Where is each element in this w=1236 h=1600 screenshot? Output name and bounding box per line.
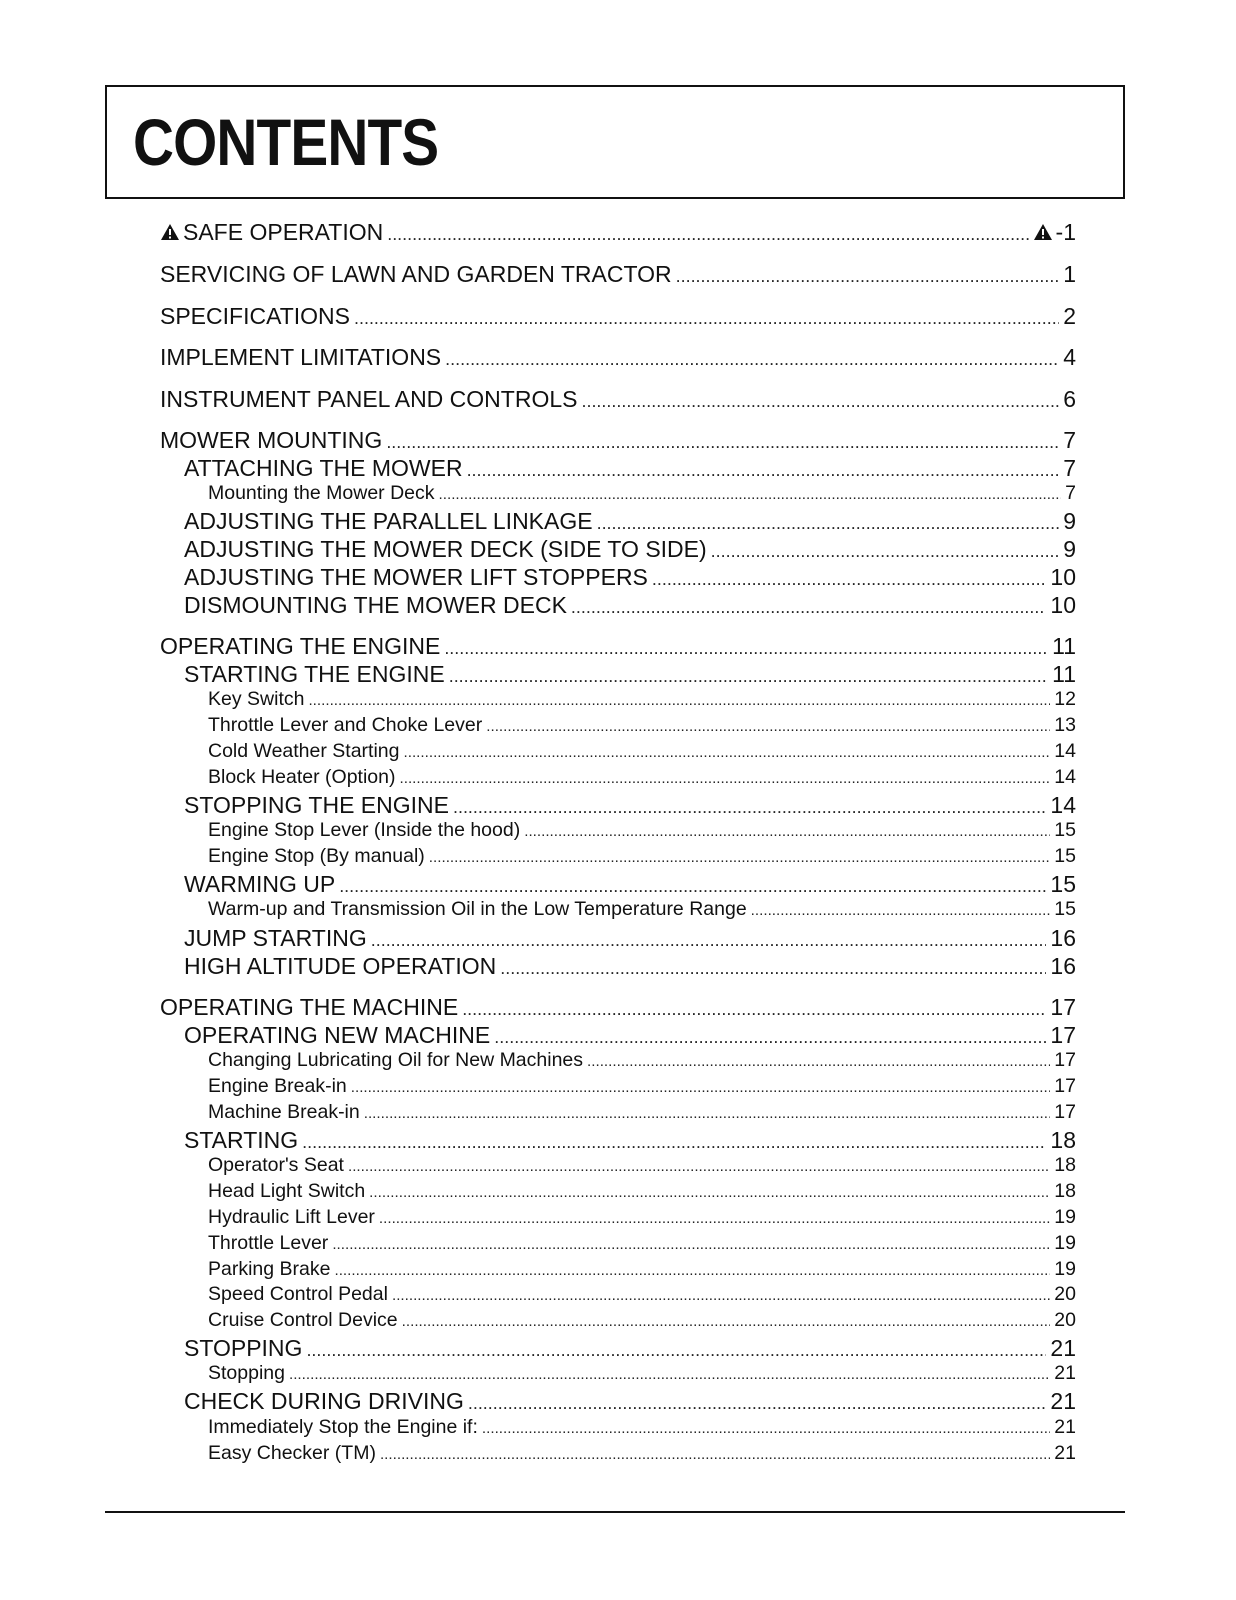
toc-entry[interactable] <box>160 1390 1076 1413</box>
toc-entry-text: Speed Control Pedal <box>208 1283 388 1305</box>
toc-page-number <box>1063 263 1076 286</box>
toc-page-text: 18 <box>1050 1127 1076 1153</box>
toc-entry-label <box>184 1129 298 1152</box>
dot-leader <box>308 690 1050 710</box>
toc-entry-label <box>184 927 367 950</box>
toc-page-text: 12 <box>1054 688 1076 710</box>
toc-entry-label <box>184 663 445 686</box>
toc-entry-label <box>208 1077 347 1097</box>
toc-entry[interactable] <box>160 742 1076 762</box>
dot-leader <box>587 1051 1050 1071</box>
toc-page-text: 11 <box>1052 633 1076 659</box>
toc-page-text: 4 <box>1063 344 1076 370</box>
dot-leader <box>306 1337 1046 1360</box>
toc-entry-label <box>208 1311 398 1331</box>
toc-entry[interactable] <box>160 1444 1076 1464</box>
toc-page-number <box>1050 594 1076 617</box>
dot-leader <box>339 873 1046 896</box>
toc-entry-label <box>208 1208 375 1228</box>
dot-leader <box>332 1234 1050 1254</box>
toc-entry[interactable] <box>160 900 1076 920</box>
toc-page-number <box>1050 927 1076 950</box>
dot-leader <box>369 1182 1050 1202</box>
toc-page-number <box>1054 1182 1076 1202</box>
toc-entry-text: STOPPING THE ENGINE <box>184 792 449 818</box>
toc-page-number <box>1065 484 1076 504</box>
toc-entry-text: Throttle Lever and Choke Lever <box>208 714 483 736</box>
toc-entry[interactable] <box>160 927 1076 950</box>
toc-page-number <box>1052 635 1076 658</box>
toc-page-text: 19 <box>1054 1206 1076 1228</box>
dot-leader <box>439 484 1062 504</box>
toc-page-number <box>1063 388 1076 411</box>
toc-entry-label <box>208 1418 478 1438</box>
toc-entry[interactable] <box>160 305 1076 328</box>
dot-leader <box>500 955 1046 978</box>
toc-entry-text: INSTRUMENT PANEL AND CONTROLS <box>160 386 578 412</box>
toc-entry-text: HIGH ALTITUDE OPERATION <box>184 953 497 979</box>
toc-entry-text: ADJUSTING THE MOWER DECK (SIDE TO SIDE) <box>184 536 707 562</box>
toc-entry[interactable] <box>160 1208 1076 1228</box>
toc-entry-text: Engine Stop Lever (Inside the hood) <box>208 819 521 841</box>
toc-entry[interactable] <box>160 1103 1076 1123</box>
toc-page-text: 20 <box>1054 1309 1076 1331</box>
toc-entry-text: OPERATING THE MACHINE <box>160 994 459 1020</box>
toc-page-text: 11 <box>1052 661 1076 687</box>
toc-page-number <box>1050 955 1076 978</box>
toc-entry-label <box>208 1156 344 1176</box>
dot-leader <box>652 566 1047 589</box>
toc-entry-text: STARTING <box>184 1127 299 1153</box>
toc-page-text: 17 <box>1050 1022 1076 1048</box>
dot-leader <box>449 663 1048 686</box>
toc-entry-label <box>184 594 567 617</box>
toc-entry-label <box>184 566 648 589</box>
toc-entry-text: STARTING THE ENGINE <box>184 661 445 687</box>
toc-entry-text: Immediately Stop the Engine if: <box>208 1416 478 1438</box>
toc-entry-label <box>208 1444 376 1464</box>
toc-entry-text: STOPPING <box>184 1335 303 1361</box>
toc-page-text: 14 <box>1050 792 1076 818</box>
toc-entry-text: ADJUSTING THE PARALLEL LINKAGE <box>184 508 593 534</box>
toc-page-text: 1 <box>1063 261 1076 287</box>
toc-entry[interactable] <box>160 1024 1076 1047</box>
toc-entry-text: Warm-up and Transmission Oil in the Low Temperature Range <box>208 898 747 920</box>
toc-entry-label <box>208 1260 330 1280</box>
toc-entry-label <box>184 510 593 533</box>
dot-leader <box>400 768 1051 788</box>
toc-entry-text: Throttle Lever <box>208 1232 329 1254</box>
toc-page-text: 15 <box>1054 819 1076 841</box>
toc-entry-label <box>184 1024 490 1047</box>
toc-page-number <box>1050 794 1076 817</box>
toc-entry[interactable] <box>160 794 1076 817</box>
toc-entry[interactable] <box>160 1129 1076 1152</box>
toc-entry-text: DISMOUNTING THE MOWER DECK <box>184 592 567 618</box>
toc-page-number <box>1050 1024 1076 1047</box>
toc-page-text: 14 <box>1054 740 1076 762</box>
toc-page-number <box>1054 1364 1076 1384</box>
toc-entry-label <box>208 847 425 867</box>
toc-entry-text: Parking Brake <box>208 1258 331 1280</box>
toc-entry[interactable] <box>160 1285 1076 1305</box>
toc-entry-text: Changing Lubricating Oil for New Machines <box>208 1049 584 1071</box>
toc-entry[interactable] <box>160 1156 1076 1176</box>
toc-page-text: 10 <box>1050 592 1076 618</box>
dot-leader <box>676 263 1060 286</box>
toc-entry[interactable] <box>160 1051 1076 1071</box>
toc-entry-text: Engine Break-in <box>208 1075 347 1097</box>
toc-page-text: -1 <box>1055 219 1076 245</box>
toc-entry-label <box>160 346 441 369</box>
toc-page-number <box>1054 1260 1076 1280</box>
toc-entry[interactable] <box>160 873 1076 896</box>
toc-page-number <box>1054 1051 1076 1071</box>
dot-leader <box>302 1129 1046 1152</box>
toc-entry[interactable] <box>160 1364 1076 1384</box>
toc-entry-label <box>160 221 383 244</box>
toc-entry-text: JUMP STARTING <box>184 925 367 951</box>
toc-page-number <box>1050 1337 1076 1360</box>
dot-leader <box>444 635 1048 658</box>
toc-entry-label <box>184 873 335 896</box>
toc-entry[interactable] <box>160 635 1076 658</box>
toc-entry-text: MOWER MOUNTING <box>160 427 383 453</box>
toc-entry[interactable] <box>160 1077 1076 1097</box>
toc-entry-text: SAFE OPERATION <box>183 219 384 245</box>
toc-page-number <box>1050 1129 1076 1152</box>
toc-entry-text: ATTACHING THE MOWER <box>184 455 463 481</box>
dot-leader <box>751 900 1051 920</box>
toc-entry-text: Stopping <box>208 1362 285 1384</box>
dot-leader <box>482 1418 1050 1438</box>
dot-leader <box>486 716 1050 736</box>
toc-entry-label <box>184 457 463 480</box>
toc-page-number <box>1054 821 1076 841</box>
dot-leader <box>453 794 1046 817</box>
toc-page-text: 15 <box>1054 898 1076 920</box>
bottom-rule <box>105 1511 1125 1513</box>
toc-entry[interactable] <box>160 768 1076 788</box>
toc-entry[interactable] <box>160 1260 1076 1280</box>
dot-leader <box>371 927 1047 950</box>
toc-entry-label <box>208 768 396 788</box>
toc-page-text: 21 <box>1054 1416 1076 1438</box>
toc-entry-text: Key Switch <box>208 688 305 710</box>
toc-page-text: 9 <box>1063 508 1076 534</box>
toc-entry-label <box>160 263 672 286</box>
toc-page-text: 14 <box>1054 766 1076 788</box>
toc-entry-text: IMPLEMENT LIMITATIONS <box>160 344 442 370</box>
toc-entry-label <box>208 1103 360 1123</box>
toc-entry-text: Easy Checker (TM) <box>208 1442 376 1464</box>
dot-leader <box>364 1103 1051 1123</box>
dot-leader <box>354 305 1059 328</box>
toc-entry[interactable] <box>160 955 1076 978</box>
toc-page-number <box>1054 900 1076 920</box>
dot-leader <box>494 1024 1046 1047</box>
toc-entry-label <box>160 388 577 411</box>
toc-entry-text: Head Light Switch <box>208 1180 366 1202</box>
toc-entry[interactable] <box>160 457 1076 480</box>
toc-page-number <box>1050 996 1076 1019</box>
toc-entry-text: Hydraulic Lift Lever <box>208 1206 375 1228</box>
toc-page-number <box>1054 1103 1076 1123</box>
toc-page-number <box>1054 716 1076 736</box>
toc-page-number <box>1063 510 1076 533</box>
dot-leader <box>289 1364 1050 1384</box>
toc-page-number <box>1033 221 1076 244</box>
toc-entry-text: WARMING UP <box>184 871 336 897</box>
dot-leader <box>351 1077 1051 1097</box>
toc-page-number <box>1050 566 1076 589</box>
toc-page-number <box>1054 742 1076 762</box>
toc-entry[interactable] <box>160 566 1076 589</box>
toc-entry[interactable] <box>160 346 1076 369</box>
dot-leader <box>387 221 1028 244</box>
dot-leader <box>571 594 1046 617</box>
dot-leader <box>380 1444 1050 1464</box>
toc-entry-text: SERVICING OF LAWN AND GARDEN TRACTOR <box>160 261 672 287</box>
toc-page-number <box>1054 1208 1076 1228</box>
toc-entry[interactable] <box>160 690 1076 710</box>
toc-entry[interactable] <box>160 663 1076 686</box>
toc-entry-label <box>160 429 382 452</box>
toc-entry-text: Machine Break-in <box>208 1101 360 1123</box>
toc-entry[interactable] <box>160 510 1076 533</box>
toc-entry-text: Block Heater (Option) <box>208 766 396 788</box>
dot-leader <box>392 1285 1050 1305</box>
toc-entry[interactable] <box>160 1337 1076 1360</box>
toc-page-number <box>1052 663 1076 686</box>
dot-leader <box>581 388 1059 411</box>
toc-entry[interactable] <box>160 594 1076 617</box>
toc-page-text: 13 <box>1054 714 1076 736</box>
toc-entry-label <box>208 900 747 920</box>
toc-page-text: 7 <box>1063 427 1076 453</box>
toc-entry-label <box>184 1337 302 1360</box>
toc-page-number <box>1054 1418 1076 1438</box>
toc-page-text: 15 <box>1050 871 1076 897</box>
toc-entry-text: ADJUSTING THE MOWER LIFT STOPPERS <box>184 564 648 590</box>
toc-page-text: 10 <box>1050 564 1076 590</box>
toc-page-number <box>1054 1285 1076 1305</box>
toc-entry-label <box>208 1234 328 1254</box>
dot-leader <box>524 821 1050 841</box>
toc-entry-label <box>208 716 482 736</box>
toc-entry[interactable] <box>160 716 1076 736</box>
dot-leader <box>468 1390 1047 1413</box>
toc-page-text: 17 <box>1054 1101 1076 1123</box>
dot-leader <box>348 1156 1050 1176</box>
dot-leader <box>429 847 1051 867</box>
toc-entry-label <box>208 1182 365 1202</box>
toc-page-number <box>1063 457 1076 480</box>
toc-page-text: 2 <box>1063 303 1076 329</box>
toc-page-number <box>1050 873 1076 896</box>
toc-page-number <box>1054 1234 1076 1254</box>
warning-triangle-icon <box>1033 223 1053 241</box>
dot-leader <box>711 538 1060 561</box>
toc-entry[interactable] <box>160 1182 1076 1202</box>
toc-entry-text: SPECIFICATIONS <box>160 303 350 329</box>
toc-page-text: 17 <box>1050 994 1076 1020</box>
toc-page-number <box>1054 768 1076 788</box>
toc-page-text: 7 <box>1063 455 1076 481</box>
toc-entry-text: Cruise Control Device <box>208 1309 398 1331</box>
toc-entry[interactable] <box>160 429 1076 452</box>
toc-page-number <box>1063 429 1076 452</box>
toc-entry-label <box>184 955 496 978</box>
toc-page-text: 17 <box>1054 1049 1076 1071</box>
dot-leader <box>402 1311 1051 1331</box>
toc-entry[interactable] <box>160 388 1076 411</box>
toc-page-number <box>1054 1156 1076 1176</box>
toc-entry-label <box>208 690 304 710</box>
toc-page-text: 18 <box>1054 1154 1076 1176</box>
toc-entry[interactable] <box>160 821 1076 841</box>
dot-leader <box>334 1260 1050 1280</box>
toc-page-number <box>1054 847 1076 867</box>
toc-page-text: 21 <box>1054 1362 1076 1384</box>
toc-entry[interactable] <box>160 847 1076 867</box>
toc-page-text: 6 <box>1063 386 1076 412</box>
toc-entry-label <box>184 1390 464 1413</box>
toc-page-text: 7 <box>1065 482 1076 504</box>
toc-entry[interactable] <box>160 1418 1076 1438</box>
toc-page-text: 17 <box>1054 1075 1076 1097</box>
toc-page-text: 21 <box>1050 1388 1076 1414</box>
toc-entry[interactable] <box>160 996 1076 1019</box>
toc-entry-text: Engine Stop (By manual) <box>208 845 425 867</box>
dot-leader <box>445 346 1059 369</box>
dot-leader <box>404 742 1051 762</box>
warning-triangle-icon <box>160 223 180 241</box>
dot-leader <box>597 510 1060 533</box>
toc-page-text: 16 <box>1050 925 1076 951</box>
toc-entry-label <box>208 742 400 762</box>
toc-entry[interactable] <box>160 221 1076 244</box>
toc-entry-label <box>208 821 520 841</box>
toc-entry-text: Operator's Seat <box>208 1154 344 1176</box>
toc-entry-label <box>184 538 707 561</box>
toc-entry-label <box>160 996 458 1019</box>
toc-page-number <box>1063 538 1076 561</box>
toc-page-text: 18 <box>1054 1180 1076 1202</box>
toc-entry-label <box>160 305 350 328</box>
toc-entry-label <box>160 635 440 658</box>
toc-page-text: 19 <box>1054 1258 1076 1280</box>
page-title: CONTENTS <box>133 105 439 179</box>
toc-page-number <box>1054 1311 1076 1331</box>
toc-page-text: 21 <box>1054 1442 1076 1464</box>
toc-entry-text: OPERATING THE ENGINE <box>160 633 441 659</box>
toc-page-number <box>1054 1444 1076 1464</box>
toc-entry-label <box>208 1285 388 1305</box>
dot-leader <box>462 996 1046 1019</box>
toc-entry-text: Cold Weather Starting <box>208 740 400 762</box>
toc-entry-text: CHECK DURING DRIVING <box>184 1388 464 1414</box>
toc-page-text: 21 <box>1050 1335 1076 1361</box>
toc-entry-label <box>184 794 449 817</box>
toc-page-number <box>1063 305 1076 328</box>
dot-leader <box>379 1208 1050 1228</box>
toc-entry-label <box>208 484 435 504</box>
toc-page-number <box>1050 1390 1076 1413</box>
toc-page-text: 20 <box>1054 1283 1076 1305</box>
dot-leader <box>386 429 1059 452</box>
toc-page-text: 16 <box>1050 953 1076 979</box>
toc-page-text: 15 <box>1054 845 1076 867</box>
toc-page-number <box>1054 690 1076 710</box>
toc-page-number <box>1054 1077 1076 1097</box>
toc-entry-label <box>208 1051 583 1071</box>
toc-page-text: 9 <box>1063 536 1076 562</box>
toc-entry[interactable] <box>160 1234 1076 1254</box>
toc-entry[interactable] <box>160 263 1076 286</box>
dot-leader <box>467 457 1060 480</box>
toc-entry[interactable] <box>160 538 1076 561</box>
toc-entry[interactable] <box>160 484 1076 504</box>
toc-page-number <box>1063 346 1076 369</box>
toc-entry-text: OPERATING NEW MACHINE <box>184 1022 491 1048</box>
toc-page-text: 19 <box>1054 1232 1076 1254</box>
toc-entry[interactable] <box>160 1311 1076 1331</box>
toc-entry-text: Mounting the Mower Deck <box>208 482 435 504</box>
toc-entry-label <box>208 1364 285 1384</box>
